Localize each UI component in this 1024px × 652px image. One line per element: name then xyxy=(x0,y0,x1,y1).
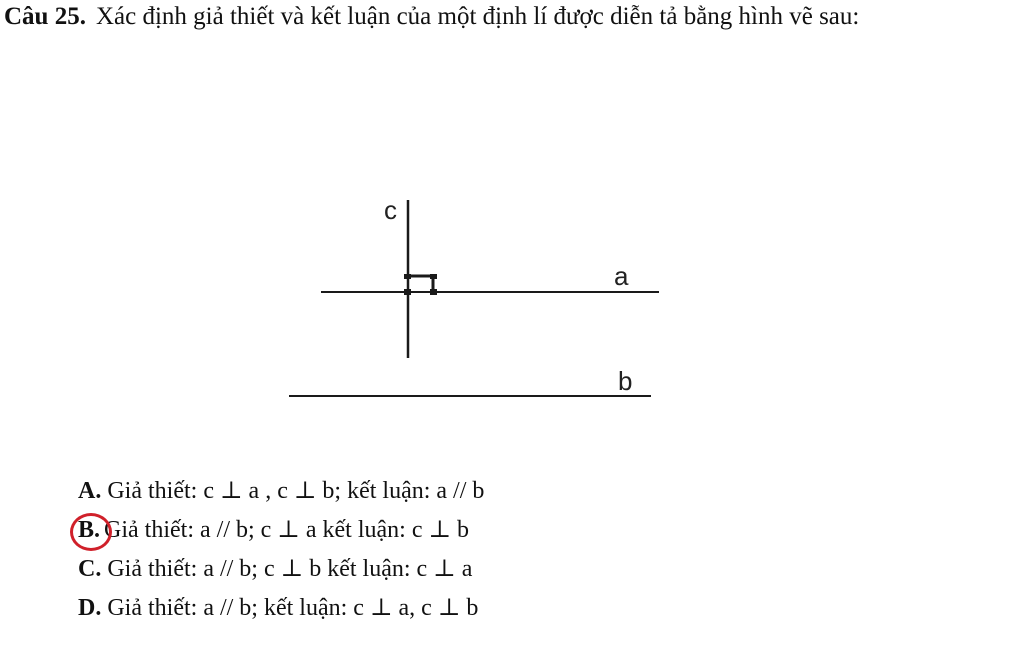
option-d-text: Giả thiết: a // b; kết luận: c ⊥ a, c ⊥ b xyxy=(107,595,479,621)
option-c-text: Giả thiết: a // b; c ⊥ b kết luận: c ⊥ a xyxy=(107,556,473,582)
option-a-text: Giả thiết: c ⊥ a , c ⊥ b; kết luận: a // b xyxy=(107,478,485,504)
option-c-letter: C. xyxy=(78,556,102,582)
label-c: c xyxy=(384,195,397,225)
question-number: Câu 25. xyxy=(4,3,86,30)
option-d[interactable] xyxy=(78,589,484,628)
label-a: a xyxy=(614,261,629,291)
option-d-letter: D. xyxy=(78,595,102,621)
option-c[interactable] xyxy=(78,550,484,589)
option-a[interactable] xyxy=(78,472,484,511)
label-b: b xyxy=(618,366,633,396)
option-b[interactable] xyxy=(78,511,484,550)
option-b-letter: B. xyxy=(78,517,101,543)
answer-options xyxy=(78,472,484,628)
selection-circle-mark xyxy=(70,513,112,551)
option-a-letter: A. xyxy=(78,478,102,504)
question-text: Xác định giả thiết và kết luận của một định lí được diễn tả bằng hình vẽ sau: xyxy=(95,3,860,30)
option-b-text: Giả thiết: a // b; c ⊥ a kết luận: c ⊥ b xyxy=(104,517,470,543)
